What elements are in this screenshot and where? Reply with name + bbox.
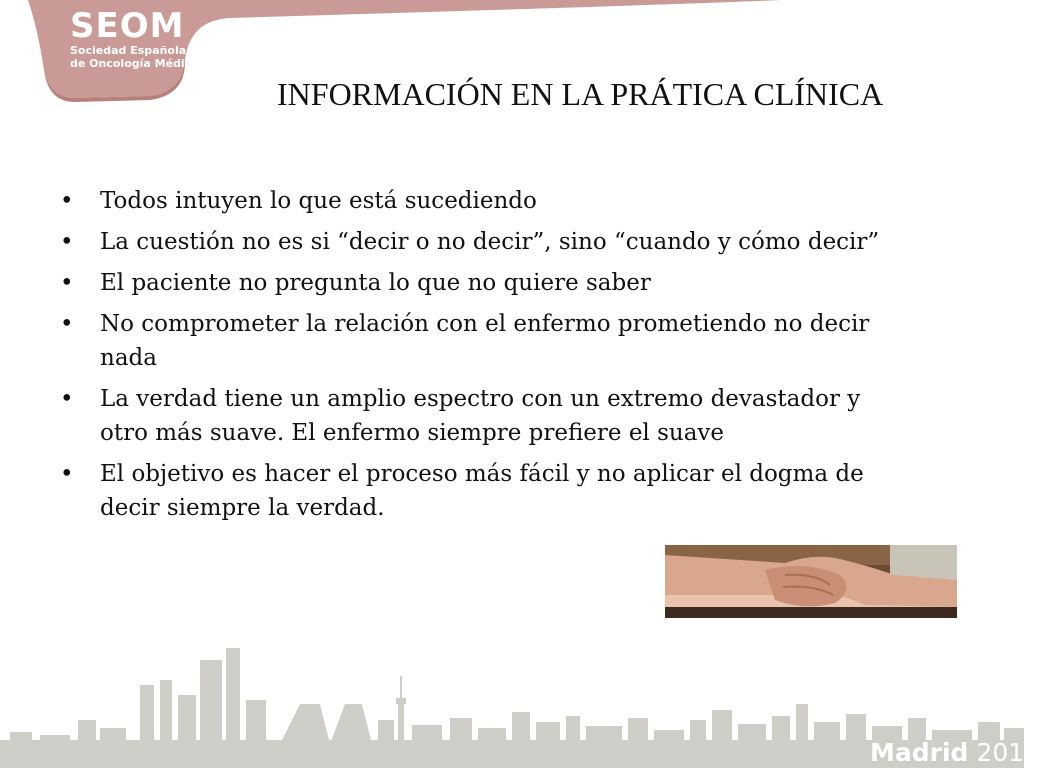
logo-subtitle-line1: Sociedad Española (70, 44, 187, 57)
bullet-marker: • (60, 229, 74, 255)
footer-year: 2010 (976, 738, 1040, 767)
bullet-text-line: El objetivo es hacer el proceso más fácil y no aplicar el dogma de (100, 461, 864, 487)
bullet-text-line: No comprometer la relación con el enfermo prometiendo no decir (100, 311, 870, 337)
bullet-text-line: decir siempre la verdad. (100, 495, 385, 521)
bullet-text-line: nada (100, 345, 157, 371)
logo-wordmark: SEOM (70, 6, 185, 46)
event-footer (870, 738, 1040, 767)
bullet-text-line: La cuestión no es si “decir o no decir”, sino “cuando y cómo decir” (100, 229, 880, 255)
hands-photo (665, 545, 957, 618)
bullet-item (60, 184, 960, 218)
slide-title: INFORMACIÓN EN LA PRÁTICA CLÍNICA (277, 76, 884, 112)
bullet-item (60, 266, 960, 300)
bullet-marker: • (60, 188, 74, 214)
bullet-item (60, 225, 960, 259)
bullet-item (60, 382, 960, 450)
bullet-item (60, 457, 960, 525)
seom-logo (70, 8, 199, 70)
bullet-text-line: La verdad tiene un amplio espectro con un extremo devastador y (100, 386, 861, 412)
bullet-item (60, 307, 960, 375)
bullet-text-line: Todos intuyen lo que está sucediendo (100, 188, 537, 214)
bullet-text-line: otro más suave. El enfermo siempre prefiere el suave (100, 420, 725, 446)
bullet-marker: • (60, 461, 74, 487)
bullet-marker: • (60, 386, 74, 412)
bullet-text-line: El paciente no pregunta lo que no quiere saber (100, 270, 651, 296)
bullet-marker: • (60, 311, 74, 337)
bullet-list (60, 184, 960, 532)
bullet-marker: • (60, 270, 74, 296)
footer-city: Madrid (870, 738, 969, 767)
logo-subtitle-line2: de Oncología Médica (70, 57, 199, 70)
